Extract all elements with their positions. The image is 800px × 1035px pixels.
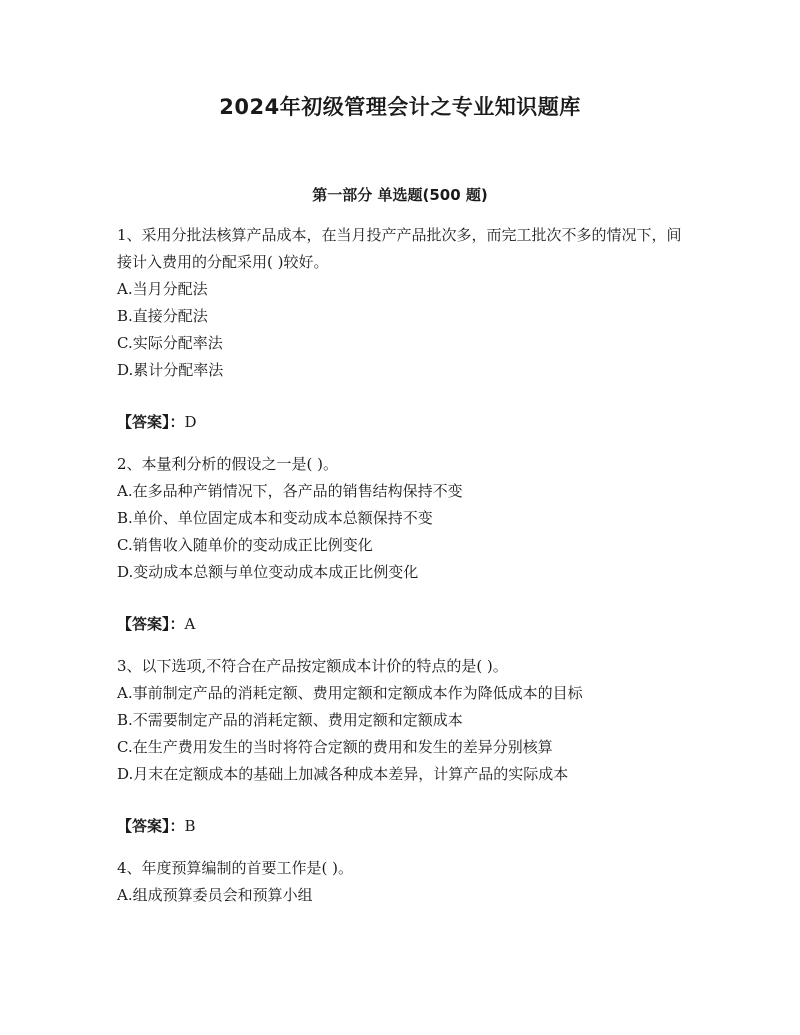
document-title: 2024年初级管理会计之专业知识题库 bbox=[219, 95, 581, 119]
answer-line bbox=[117, 409, 687, 436]
option-b: B.直接分配法 bbox=[117, 307, 208, 325]
option-c: C.实际分配率法 bbox=[117, 334, 223, 352]
question-text: 3、以下选项,不符合在产品按定额成本计价的特点的是( )。 bbox=[117, 657, 508, 675]
answer-value: D bbox=[184, 413, 197, 431]
option-b: B.单价、单位固定成本和变动成本总额保持不变 bbox=[117, 509, 433, 527]
option-d: D.累计分配率法 bbox=[117, 361, 224, 379]
question-text: 1、采用分批法核算产品成本，在当月投产产品批次多，而完工批次不多的情况下，间接计入费用的分配采用( )较好。 bbox=[117, 226, 682, 271]
option-a: A.事前制定产品的消耗定额、费用定额和定额成本作为降低成本的目标 bbox=[117, 684, 583, 702]
answer-label: 【答案】： bbox=[117, 615, 185, 633]
section-title: 第一部分 单选题(500 题) bbox=[312, 186, 488, 204]
question-text: 2、本量利分析的假设之一是( )。 bbox=[117, 455, 339, 473]
answer-line bbox=[117, 611, 687, 638]
option-a: A.在多品种产销情况下，各产品的销售结构保持不变 bbox=[117, 482, 463, 500]
question-1 bbox=[117, 222, 687, 436]
question-2 bbox=[117, 451, 687, 638]
option-b: B.不需要制定产品的消耗定额、费用定额和定额成本 bbox=[117, 711, 463, 729]
question-3 bbox=[117, 653, 687, 840]
option-d: D.月末在定额成本的基础上加减各种成本差异，计算产品的实际成本 bbox=[117, 765, 569, 783]
option-c: C.在生产费用发生的当时将符合定额的费用和发生的差异分别核算 bbox=[117, 738, 553, 756]
answer-label: 【答案】： bbox=[117, 413, 185, 431]
question-text: 4、年度预算编制的首要工作是( )。 bbox=[117, 859, 354, 877]
option-a: A.组成预算委员会和预算小组 bbox=[117, 886, 313, 904]
answer-value: A bbox=[184, 615, 196, 633]
answer-line bbox=[117, 813, 687, 840]
question-list bbox=[117, 222, 687, 909]
answer-value: B bbox=[184, 817, 196, 835]
option-c: C.销售收入随单价的变动成正比例变化 bbox=[117, 536, 373, 554]
option-a: A.当月分配法 bbox=[117, 280, 208, 298]
answer-label: 【答案】： bbox=[117, 817, 185, 835]
question-4 bbox=[117, 855, 687, 909]
option-d: D.变动成本总额与单位变动成本成正比例变化 bbox=[117, 563, 419, 581]
